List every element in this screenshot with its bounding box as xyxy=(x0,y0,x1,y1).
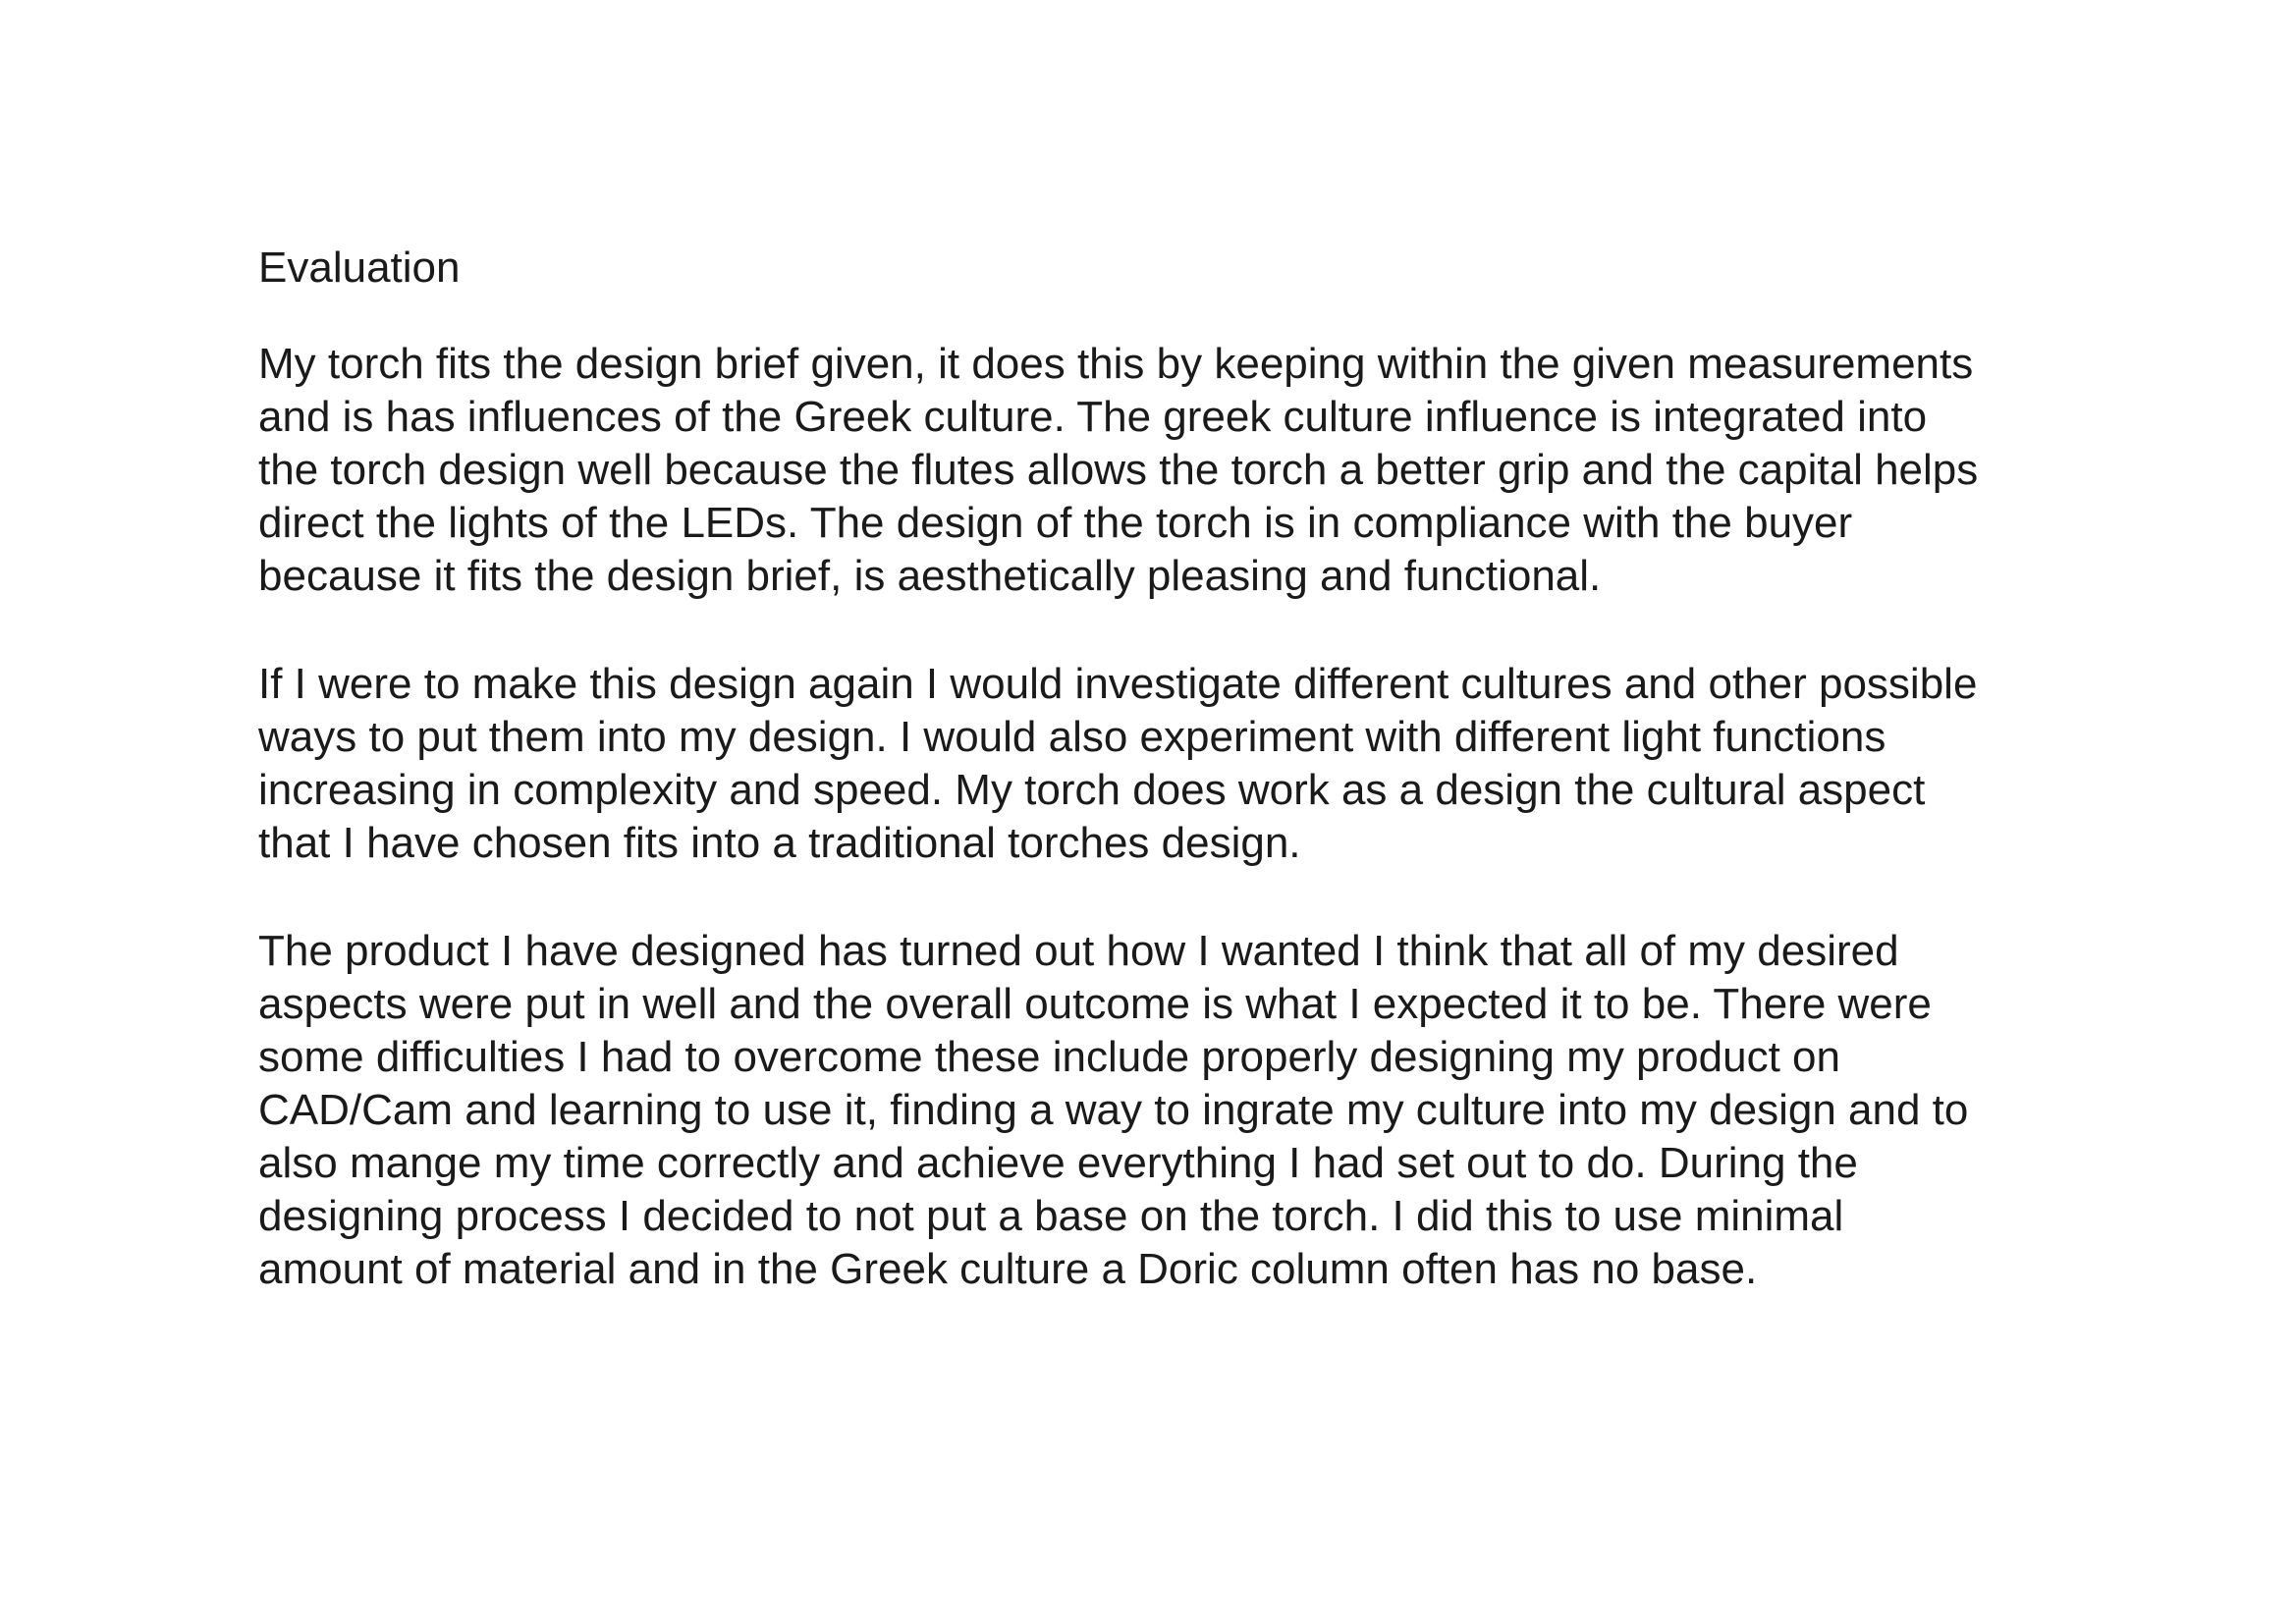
paragraph-improvements xyxy=(258,658,2075,870)
text-line: ways to put them into my design. I would also experiment with different light functions xyxy=(258,713,1886,761)
document-heading: Evaluation xyxy=(258,243,461,292)
text-line: The product I have designed has turned out how I wanted I think that all of my desired xyxy=(258,927,1899,975)
text-line: aspects were put in well and the overall outcome is what I expected it to be. There were xyxy=(258,980,1932,1028)
text-line: and is has influences of the Greek culture. The greek culture influence is integrated into xyxy=(258,393,1928,441)
text-line: designing process I decided to not put a base on the torch. I did this to use minimal xyxy=(258,1192,1844,1240)
text-line: increasing in complexity and speed. My torch does work as a design the cultural aspect xyxy=(258,766,1926,814)
text-line: direct the lights of the LEDs. The design of the torch is in compliance with the buyer xyxy=(258,499,1853,547)
text-line: My torch fits the design brief given, it does this by keeping within the given measurements xyxy=(258,340,1974,388)
text-line: amount of material and in the Greek culture a Doric column often has no base. xyxy=(258,1245,1758,1293)
paragraph-design-brief xyxy=(258,338,2075,603)
text-line: If I were to make this design again I would investigate different cultures and other possible xyxy=(258,660,1978,708)
text-line: CAD/Cam and learning to use it, finding a way to ingrate my culture into my design and to xyxy=(258,1086,1969,1134)
document-body xyxy=(258,242,2075,1351)
text-line: the torch design well because the flutes allows the torch a better grip and the capital helps xyxy=(258,446,1979,494)
text-line: also mange my time correctly and achieve everything I had set out to do. During the xyxy=(258,1139,1858,1187)
text-line: some difficulties I had to overcome these include properly designing my product on xyxy=(258,1033,1840,1081)
paragraph-outcome xyxy=(258,925,2075,1296)
text-line: that I have chosen fits into a traditional torches design. xyxy=(258,819,1301,867)
text-line: because it fits the design brief, is aesthetically pleasing and functional. xyxy=(258,552,1602,600)
